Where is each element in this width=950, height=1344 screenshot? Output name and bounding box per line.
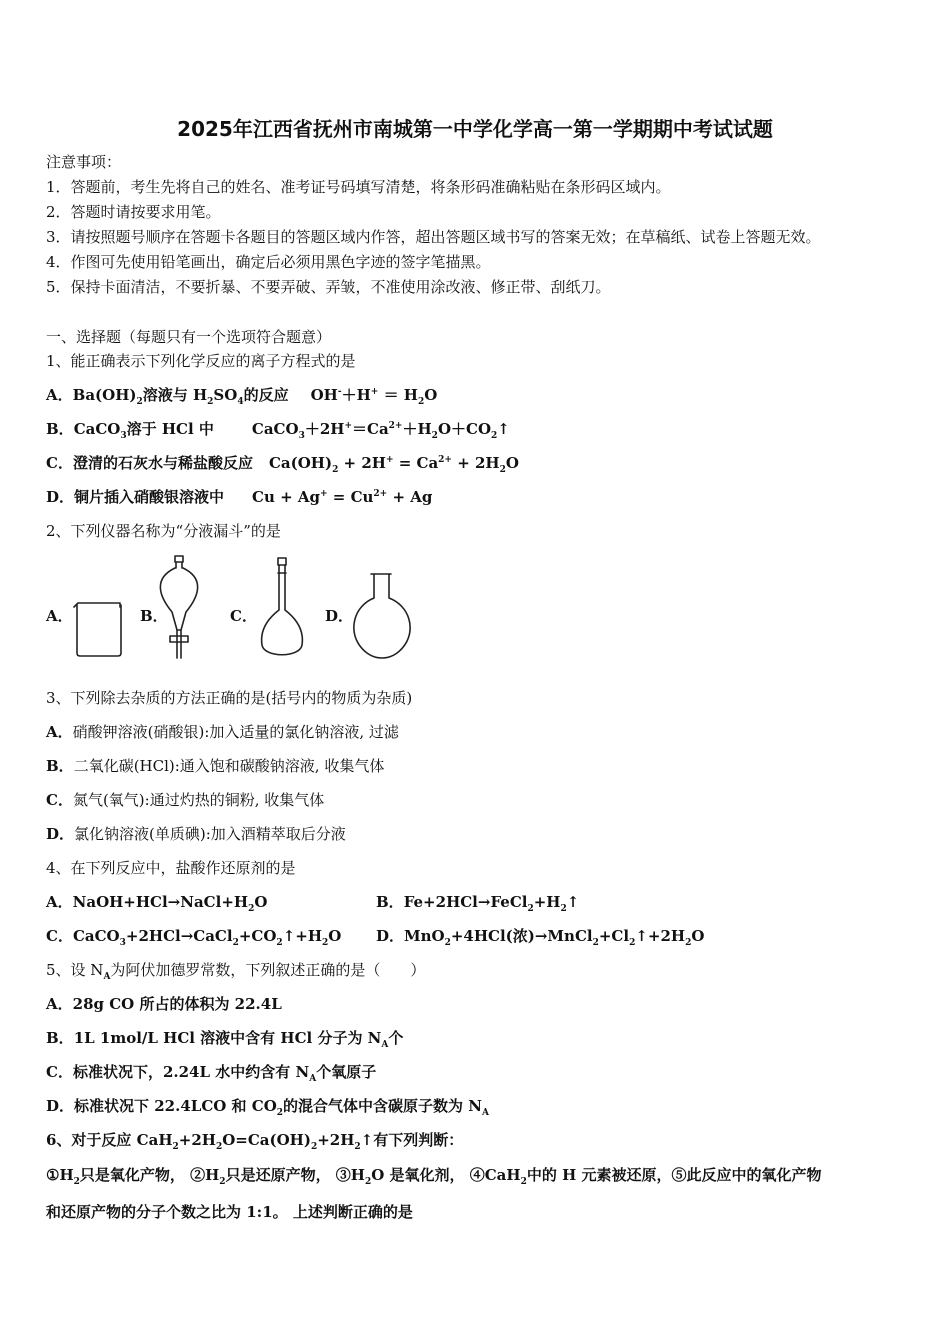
q1-option-c: C．澄清的石灰水与稀盐酸反应 $Ca(OH)_2 + 2H^+ = Ca^{2+} + 2H_2O$ [46,454,519,475]
q6-statements: $①H_2$只是氧化产物， $②H_2$只是还原产物， $③H_2O$ 是氧化剂， ④CaH$_2$中的 H 元素被还原，⑤此反应中的氧化产物 [46,1166,822,1187]
q1-option-a: A．$Ba(OH)_2$溶液与 $H_2SO_4$的反应 $OH^-+H^+ = H_2O$ [46,386,438,407]
notice-item: 2．答题时请按要求用笔。 [46,203,221,221]
notice-heading: 注意事项： [46,153,122,171]
q5-option-b: B．1L 1mol/L HCl 溶液中含有 HCl 分子为 $N_A$个 [46,1029,404,1050]
q2-stem: 2、下列仪器名称为“分液漏斗”的是 [46,522,281,540]
q6-question: 和还原产物的分子个数之比为 1:1。 上述判断正确的是 [46,1203,413,1221]
option-label: A． [46,607,73,625]
q6-stem: 6、对于反应 $CaH_2+2H_2O=Ca(OH)_2+2H_2↑$有下列判断： [46,1131,464,1152]
q4-option-c: C．$CaCO_3+2HCl\to CaCl_2+CO_2↑+H_2O$ [46,927,342,948]
section-heading: 一、选择题（每题只有一个选项符合题意） [46,328,332,346]
q4-row-1 [46,892,846,912]
notice-item: 1．答题前，考生先将自己的姓名、准考证号码填写清楚，将条形码准确粘贴在条形码区域内。 [46,178,671,196]
q3-option-c: C．氮气(氧气):通过灼热的铜粉, 收集气体 [46,791,325,809]
q5-option-d: D．标准状况下 22.4LCO 和 $CO_2$的混合气体中含碳原子数为 $N_A$ [46,1097,489,1118]
apparatus-figure [46,550,426,665]
q5-stem: 5、设 $N_A$为阿伏加德罗常数，下列叙述正确的是（ ） [46,961,426,982]
page-title: 2025年江西省抚州市南城第一中学化学高一第一学期期中考试试题 [177,117,773,141]
q1-option-b: B．CaCO$_3$溶于 HCl 中 $CaCO_3+2H^+=Ca^{2+}+H_2O+CO_2↑$ [46,420,510,441]
round-bottom-flask-icon [354,574,410,658]
q1-stem: 1、能正确表示下列化学反应的离子方程式的是 [46,352,356,370]
option-label: C． [230,607,257,625]
q3-option-d: D．氯化钠溶液(单质碘):加入酒精萃取后分液 [46,825,346,843]
q4-option-a: A．$NaOH+HCl\to NaCl+H_2O$ [46,893,268,914]
beaker-icon [74,603,121,656]
q4-option-d: D．MnO$_2$+4HCl(浓)$\to MnCl_2+Cl_2↑+2H_2O$ [376,927,705,948]
volumetric-flask-icon [262,558,303,655]
option-label: D． [325,607,354,625]
q4-option-b: B．$Fe+2HCl\to FeCl_2+H_2↑$ [376,893,580,914]
q5-option-a: A．28g CO 所占的体积为 22.4L [46,995,282,1013]
q3-stem: 3、下列除去杂质的方法正确的是(括号内的物质为杂质) [46,689,413,707]
notice-item: 3．请按照题号顺序在答题卡各题目的答题区域内作答，超出答题区域书写的答案无效；在草稿纸、试卷上答题无效。 [46,228,821,246]
notice-item: 4．作图可先使用铅笔画出，确定后必须用黑色字迹的签字笔描黑。 [46,253,491,271]
q5-option-c: C．标准状况下，2.24L 水中约含有 $N_A$个氧原子 [46,1063,377,1084]
q4-row-2 [46,926,846,946]
q3-option-a: A．硝酸钾溶液(硝酸银):加入适量的氯化钠溶液, 过滤 [46,723,399,741]
notice-item: 5．保持卡面清洁，不要折暴、不要弄破、弄皱，不准使用涂改液、修正带、刮纸刀。 [46,278,611,296]
q3-option-b: B．二氧化碳(HCl):通入饱和碳酸钠溶液, 收集气体 [46,757,385,775]
option-label: B． [140,607,168,625]
q4-stem: 4、在下列反应中，盐酸作还原剂的是 [46,859,296,877]
q1-option-d: D．铜片插入硝酸银溶液中 $Cu + Ag^+ = Cu^{2+} + Ag$ [46,488,433,506]
